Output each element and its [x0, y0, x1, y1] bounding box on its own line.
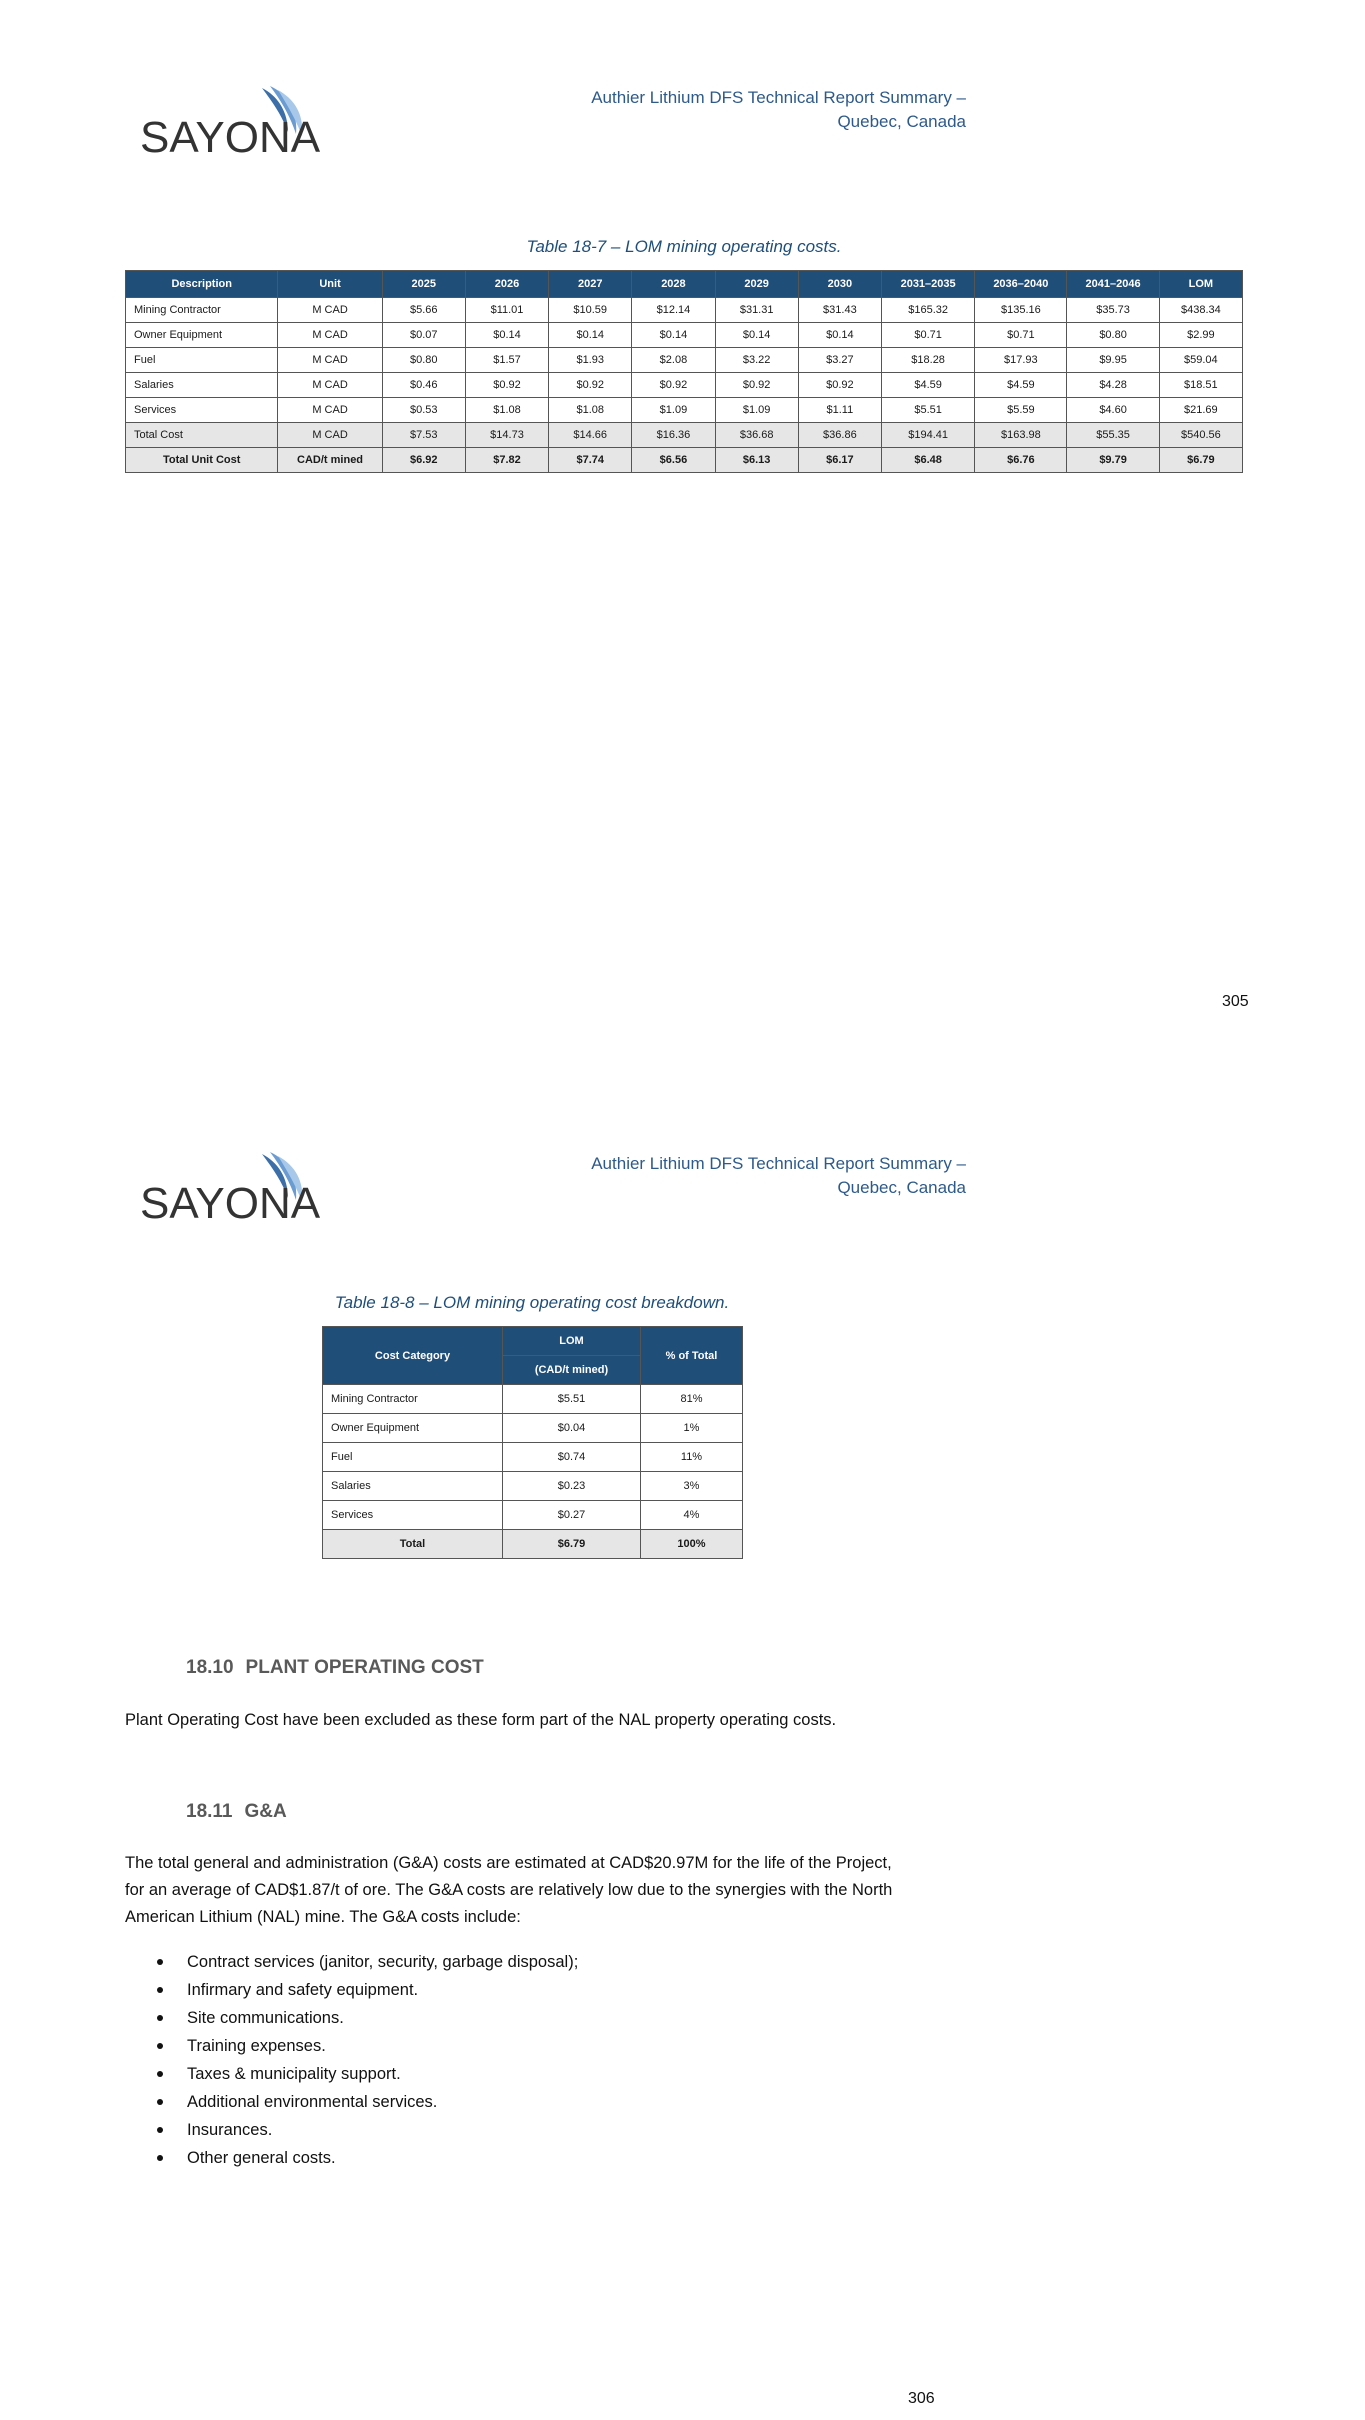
column-header-lom-unit: (CAD/t mined) [503, 1356, 641, 1385]
table-cell: $0.92 [798, 373, 881, 398]
table-cell: $7.53 [382, 423, 465, 448]
svg-text:SAYONA: SAYONA [140, 113, 321, 162]
table-cell: CAD/t mined [278, 448, 382, 473]
table-cell: Total Unit Cost [126, 448, 278, 473]
table-cell: $6.76 [975, 448, 1067, 473]
table-cell: Owner Equipment [126, 323, 278, 348]
table-cell: 3% [641, 1472, 743, 1501]
table-cell: $18.51 [1159, 373, 1242, 398]
table-cell: 81% [641, 1385, 743, 1414]
table-18-7-header-row [126, 271, 1243, 298]
table-cell: $9.79 [1067, 448, 1159, 473]
column-header-cost-category: Cost Category [323, 1327, 503, 1385]
table-cell: Services [323, 1501, 503, 1530]
table-cell: M CAD [278, 398, 382, 423]
section-18-10-heading [186, 1657, 484, 1679]
paragraph-line: American Lithium (NAL) mine. The G&A costs include: [125, 1908, 521, 1926]
table-cell: $0.04 [503, 1414, 641, 1443]
table-cell: M CAD [278, 298, 382, 323]
report-header [486, 1152, 966, 1200]
column-header-pct: % of Total [641, 1327, 743, 1385]
table-row [126, 323, 1243, 348]
table-row [126, 298, 1243, 323]
column-header: LOM [1159, 271, 1242, 298]
table-cell: $4.60 [1067, 398, 1159, 423]
table-cell: $1.93 [549, 348, 632, 373]
list-item: Infirmary and safety equipment. [125, 1976, 1025, 2004]
ga-costs-list [125, 1948, 1025, 2172]
table-cell: $5.66 [382, 298, 465, 323]
column-header: 2031–2035 [881, 271, 974, 298]
sayona-logo [138, 1148, 328, 1228]
table-cell: $3.22 [715, 348, 798, 373]
section-title: PLANT OPERATING COST [245, 1657, 484, 1678]
paragraph-line: The total general and administration (G&A) costs are estimated at CAD$20.97M for the life of the Project, [125, 1854, 892, 1872]
report-header-line1: Authier Lithium DFS Technical Report Summary – [591, 88, 966, 107]
table-cell: $12.14 [632, 298, 715, 323]
table-cell: 4% [641, 1501, 743, 1530]
table-cell: $6.79 [503, 1530, 641, 1559]
column-header: 2030 [798, 271, 881, 298]
table-cell: $163.98 [975, 423, 1067, 448]
table-cell: $17.93 [975, 348, 1067, 373]
table-cell: $31.31 [715, 298, 798, 323]
list-item: Site communications. [125, 2004, 1025, 2032]
table-cell: $0.92 [549, 373, 632, 398]
table-cell: $36.68 [715, 423, 798, 448]
list-item: Training expenses. [125, 2032, 1025, 2060]
table-cell: $0.80 [1067, 323, 1159, 348]
sayona-leaf-logo-icon [138, 1148, 328, 1228]
column-header-lom: LOM [503, 1327, 641, 1356]
section-number: 18.10 [186, 1657, 234, 1678]
table-row [323, 1501, 743, 1530]
table-cell: $0.46 [382, 373, 465, 398]
table-cell: $16.36 [632, 423, 715, 448]
sayona-logo [138, 82, 328, 162]
table-cell: $0.80 [382, 348, 465, 373]
table-cell: $55.35 [1067, 423, 1159, 448]
table-cell: $0.07 [382, 323, 465, 348]
table-cell: $3.27 [798, 348, 881, 373]
table-cell: $5.51 [881, 398, 974, 423]
list-item: Other general costs. [125, 2144, 1025, 2172]
table-18-8-caption: Table 18-8 – LOM mining operating cost breakdown. [334, 1293, 730, 1312]
table-cell: $0.92 [632, 373, 715, 398]
table-cell: $0.14 [632, 323, 715, 348]
table-cell: Fuel [323, 1443, 503, 1472]
table-cell: $10.59 [549, 298, 632, 323]
list-item: Additional environmental services. [125, 2088, 1025, 2116]
column-header: 2029 [715, 271, 798, 298]
table-cell: $6.17 [798, 448, 881, 473]
table-cell: $18.28 [881, 348, 974, 373]
table-18-7 [125, 270, 1243, 473]
table-row [323, 1472, 743, 1501]
section-title: G&A [244, 1801, 287, 1822]
table-cell: $0.27 [503, 1501, 641, 1530]
table-row-total-cost [126, 423, 1243, 448]
table-cell: $0.74 [503, 1443, 641, 1472]
table-cell: Mining Contractor [323, 1385, 503, 1414]
table-cell: $0.92 [465, 373, 548, 398]
table-cell: $5.51 [503, 1385, 641, 1414]
table-cell: M CAD [278, 348, 382, 373]
section-18-11-paragraph [125, 1850, 1125, 1931]
table-cell: Total [323, 1530, 503, 1559]
sayona-leaf-logo-icon [138, 82, 328, 162]
table-cell: $0.71 [881, 323, 974, 348]
table-cell: $0.53 [382, 398, 465, 423]
svg-text:SAYONA: SAYONA [140, 1179, 321, 1228]
table-cell: $2.99 [1159, 323, 1242, 348]
table-cell: $6.48 [881, 448, 974, 473]
column-header: 2028 [632, 271, 715, 298]
table-row [126, 348, 1243, 373]
table-cell: $1.09 [632, 398, 715, 423]
table-cell: $14.66 [549, 423, 632, 448]
table-cell: $0.14 [465, 323, 548, 348]
table-18-8 [322, 1326, 743, 1559]
table-cell: $0.71 [975, 323, 1067, 348]
table-cell: $7.74 [549, 448, 632, 473]
table-18-7-caption: Table 18-7 – LOM mining operating costs. [526, 237, 842, 256]
table-cell: $4.28 [1067, 373, 1159, 398]
report-header-line2: Quebec, Canada [837, 112, 966, 131]
table-18-8-header-row [323, 1327, 743, 1356]
table-row [323, 1414, 743, 1443]
table-cell: $59.04 [1159, 348, 1242, 373]
table-cell: Fuel [126, 348, 278, 373]
table-cell: $0.14 [549, 323, 632, 348]
table-cell: M CAD [278, 323, 382, 348]
table-cell: $4.59 [975, 373, 1067, 398]
table-cell: $540.56 [1159, 423, 1242, 448]
column-header: 2025 [382, 271, 465, 298]
table-cell: M CAD [278, 373, 382, 398]
table-cell: 1% [641, 1414, 743, 1443]
table-cell: $1.57 [465, 348, 548, 373]
table-cell: $7.82 [465, 448, 548, 473]
table-cell: 100% [641, 1530, 743, 1559]
section-number: 18.11 [186, 1801, 233, 1822]
table-cell: $6.56 [632, 448, 715, 473]
page-number: 305 [1222, 993, 1249, 1010]
table-cell: $6.79 [1159, 448, 1242, 473]
column-header: Description [126, 271, 278, 298]
table-cell: $4.59 [881, 373, 974, 398]
table-cell: $36.86 [798, 423, 881, 448]
table-cell: Mining Contractor [126, 298, 278, 323]
column-header: 2041–2046 [1067, 271, 1159, 298]
table-cell: $35.73 [1067, 298, 1159, 323]
report-header-line1: Authier Lithium DFS Technical Report Summary – [591, 1154, 966, 1173]
table-cell: $0.23 [503, 1472, 641, 1501]
table-row-total [323, 1530, 743, 1559]
report-header-line2: Quebec, Canada [837, 1178, 966, 1197]
report-header [486, 86, 966, 134]
table-cell: $135.16 [975, 298, 1067, 323]
list-item: Insurances. [125, 2116, 1025, 2144]
table-cell: $5.59 [975, 398, 1067, 423]
table-cell: Owner Equipment [323, 1414, 503, 1443]
table-cell: $1.09 [715, 398, 798, 423]
page-number: 306 [908, 2390, 935, 2407]
table-cell: M CAD [278, 423, 382, 448]
table-cell: $0.14 [715, 323, 798, 348]
table-cell: $21.69 [1159, 398, 1242, 423]
table-cell: $0.14 [798, 323, 881, 348]
table-cell: Services [126, 398, 278, 423]
table-cell: $6.13 [715, 448, 798, 473]
column-header: 2026 [465, 271, 548, 298]
table-cell: $1.11 [798, 398, 881, 423]
table-cell: $194.41 [881, 423, 974, 448]
table-cell: $438.34 [1159, 298, 1242, 323]
column-header: Unit [278, 271, 382, 298]
table-row [126, 373, 1243, 398]
column-header: 2027 [549, 271, 632, 298]
table-cell: $2.08 [632, 348, 715, 373]
column-header: 2036–2040 [975, 271, 1067, 298]
table-cell: Total Cost [126, 423, 278, 448]
table-cell: Salaries [323, 1472, 503, 1501]
table-row-total-unit-cost [126, 448, 1243, 473]
table-cell: $0.92 [715, 373, 798, 398]
table-row [323, 1385, 743, 1414]
list-item: Contract services (janitor, security, garbage disposal); [125, 1948, 1025, 1976]
table-cell: $31.43 [798, 298, 881, 323]
table-row [126, 398, 1243, 423]
table-cell: $11.01 [465, 298, 548, 323]
table-cell: Salaries [126, 373, 278, 398]
list-item: Taxes & municipality support. [125, 2060, 1025, 2088]
table-cell: $9.95 [1067, 348, 1159, 373]
section-18-11-heading [186, 1801, 287, 1823]
table-cell: 11% [641, 1443, 743, 1472]
table-row [323, 1443, 743, 1472]
table-cell: $6.92 [382, 448, 465, 473]
paragraph-line: for an average of CAD$1.87/t of ore. The G&A costs are relatively low due to the synergies with the North [125, 1881, 893, 1899]
section-18-10-text: Plant Operating Cost have been excluded as these form part of the NAL property operating costs. [125, 1711, 837, 1729]
table-cell: $14.73 [465, 423, 548, 448]
table-cell: $165.32 [881, 298, 974, 323]
table-cell: $1.08 [465, 398, 548, 423]
table-cell: $1.08 [549, 398, 632, 423]
